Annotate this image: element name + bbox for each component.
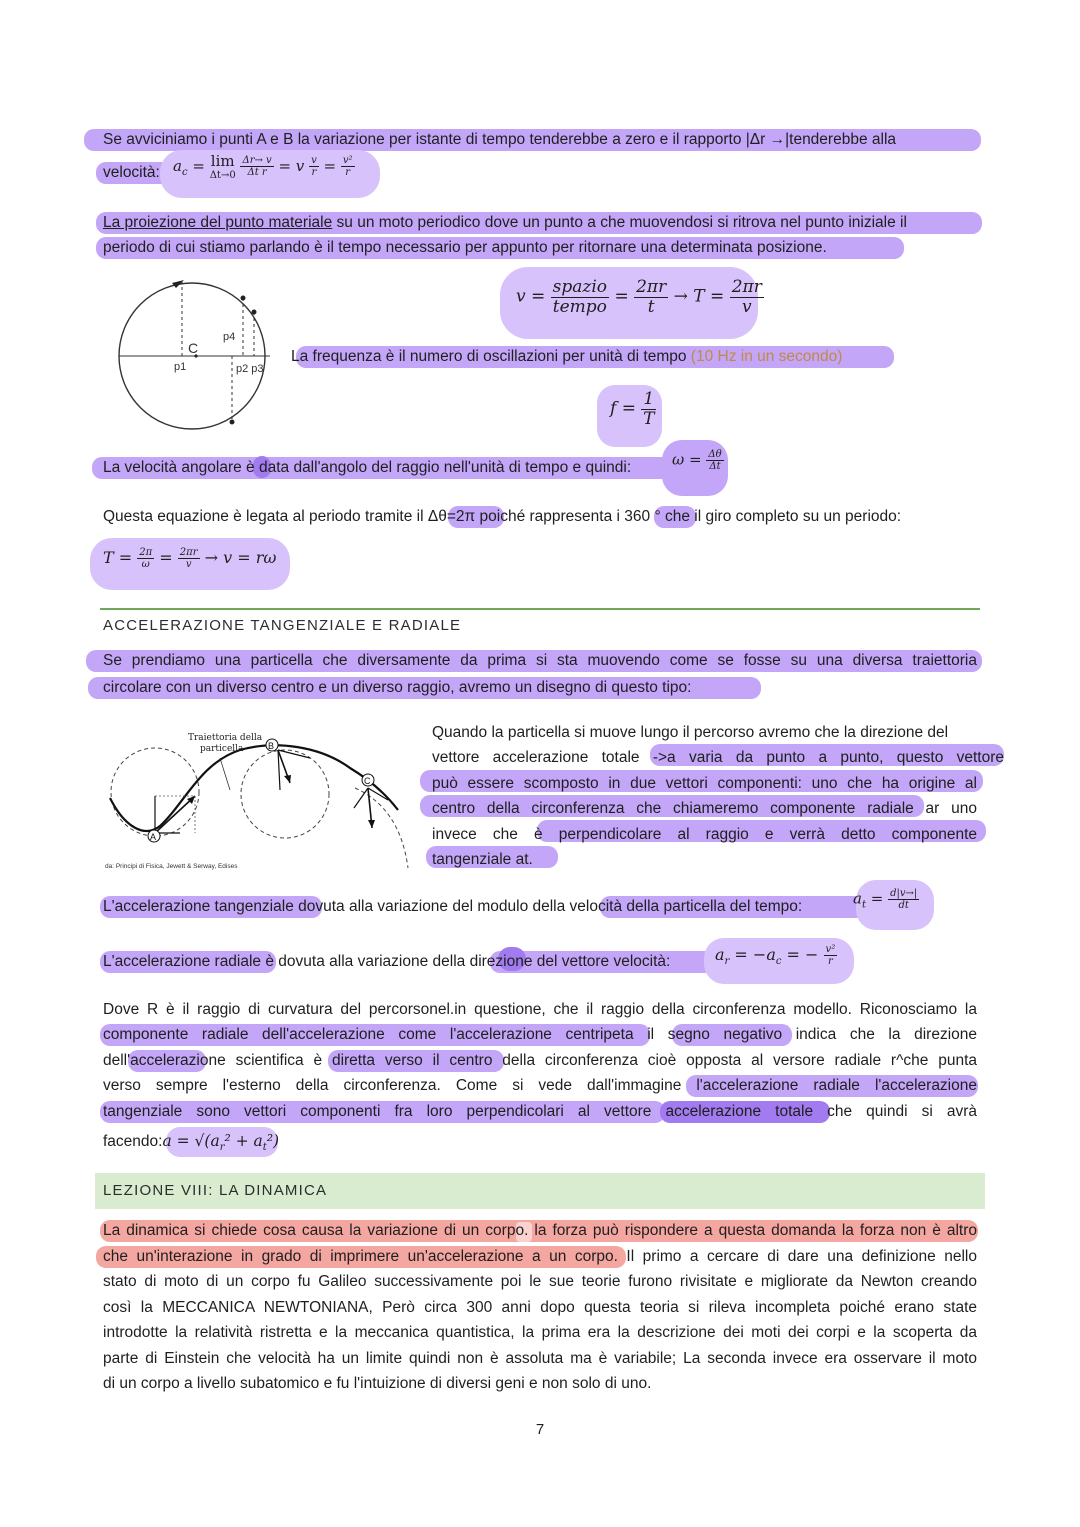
text-line: Quando la particella si muove lungo il percorso avremo che la direzione del (432, 724, 949, 741)
text-span: Dove R è il raggio di curvatura del percorsonel.in questione, che il raggio della circonferenza modello. Riconosciamo la (103, 1001, 977, 1018)
paragraph-line (103, 1298, 977, 1318)
paragraph-line (103, 1247, 977, 1267)
paragraph-line (103, 1272, 977, 1292)
text-span: verso sempre l'esterno della circonferenza. Come si vede dall'immagine l'accelerazione radiale l'accelerazione (103, 1077, 977, 1094)
text-span: poiché rappresenta i (479, 508, 620, 525)
text-span: dell'accelerazione scientifica è diretta verso il centro della circonferenza cioè opposta al versore radiale r^che punta (103, 1052, 977, 1069)
formula-part: = −a (729, 945, 776, 964)
formula-part: = (323, 156, 337, 175)
text-span: Se prendiamo una particella che diversamente da prima si sta muovendo come se fosse su una diversa traiettoria (103, 652, 977, 669)
text-span: stato di moto di un corpo fu Galileo successivamente poi le sue teorie furono rivisitate e migliorate da Newton creando (103, 1273, 977, 1290)
text-line: centro della circonferenza che chiameremo componente radiale ar uno (432, 800, 977, 818)
formula-part: r (311, 167, 317, 179)
trajectory-diagram (100, 718, 415, 873)
text-line: può essere scomposto in due vettori componenti: uno che ha origine al (432, 774, 977, 792)
formula-part: tempo (552, 296, 607, 317)
formula-part: 2πr (636, 277, 667, 297)
text-span: che un'interazione in grado di imprimere un'accelerazione a un corpo. Il primo a cercare di dare una definizione nello (103, 1248, 977, 1265)
paragraph-line (103, 213, 907, 233)
formula-part: r (827, 956, 833, 967)
text-span: parte di Einstein che velocità ha un limite quindi non è assoluta ma è variabile; La seconda invece era osservare il moto (103, 1350, 977, 1367)
figure-credit: da: Principi di Fisica, Jewett & Serway, Edises (105, 863, 238, 870)
page-number: 7 (535, 1421, 545, 1438)
formula-part: ² + a (224, 1132, 263, 1150)
label-c: C (188, 340, 199, 356)
paragraph-line (103, 1076, 977, 1096)
formula-part: T (643, 408, 655, 429)
formula-part: = v (278, 156, 305, 175)
paragraph-line (103, 130, 896, 150)
highlighted-term: Δθ=2π (427, 508, 476, 525)
period-formula: T = $\frac{2\pi}{\omega}$ = $\frac{2\pi r}{v}$ → v = rω (103, 547, 277, 570)
formula-part: v (741, 296, 752, 317)
radial-formula (715, 944, 837, 967)
circle-diagram (110, 270, 285, 440)
formula-part: f = (610, 398, 636, 419)
formula-part: t (647, 296, 655, 317)
formula-part: a (715, 945, 725, 964)
paragraph-line (103, 1131, 279, 1158)
text-span: La dinamica si chiede cosa causa la variazione di un corpo. la forza può rispondere a questa domanda la forza non è altro (103, 1222, 977, 1239)
formula-part: T (693, 286, 705, 307)
paragraph-line (103, 1323, 977, 1343)
speed-formula: v = $\frac{\text{spazio}}{\text{tempo}}$ = $\frac{2\pi r}{t}$ → T = $\frac{2\pi r}{v}$ (516, 277, 762, 317)
paragraph-line (103, 1025, 977, 1045)
label-point-a: A (150, 832, 157, 842)
underlined-text: La proiezione del punto materiale (103, 214, 333, 231)
angular-formula (672, 449, 724, 472)
formula-part: dt (898, 900, 909, 911)
formula-part: → (673, 286, 688, 307)
text-span: componente radiale dell'accelerazione come l'accelerazione centripeta il segno negativo indica che la direzione (103, 1026, 977, 1043)
formula-part: = (870, 889, 884, 908)
lesson-title: LEZIONE VIII: LA DINAMICA (103, 1182, 328, 1199)
text-span: L'accelerazione tangenziale dovuta alla variazione del modulo della velocità della particella del tempo: (103, 898, 803, 915)
formula-part: d|v→| (890, 888, 918, 899)
formula-part: ²) (266, 1132, 280, 1150)
formula-part: v (185, 559, 192, 570)
formula-part: 2πr (179, 547, 198, 558)
formula-part: → v = rω (204, 548, 277, 567)
formula-part: T = (103, 548, 133, 567)
paragraph-line (103, 1374, 651, 1394)
text-span: così la MECCANICA NEWTONIANA, Però circa 300 anni dopo questa teoria si rileva incompleta poiché erano state (103, 1299, 977, 1316)
formula-part: r (724, 956, 730, 968)
formula-part: lim (210, 152, 235, 170)
paragraph-line (103, 1349, 977, 1369)
formula-part: r (345, 167, 351, 179)
paragraph-line (103, 163, 160, 183)
paragraph-line (103, 1221, 977, 1241)
formula-part: Δθ (708, 449, 722, 460)
formula-part: Δt (709, 461, 721, 472)
formula-part: 2πr (731, 277, 762, 297)
magnitude-formula (162, 1132, 280, 1154)
text-span: tangenziale sono vettori componenti fra loro perpendicolari al vettore accelerazione totale che quindi si avrà (103, 1103, 977, 1120)
text-line: tangenziale at. (432, 851, 533, 869)
formula-part: v (311, 155, 317, 167)
formula-part: Δt r (247, 167, 267, 179)
paragraph-block (432, 720, 1004, 872)
text-span: facendo: (103, 1133, 163, 1150)
paragraph-line (103, 952, 670, 972)
text-span: Questa equazione è legata al periodo tramite il (103, 508, 424, 525)
formula-part: c (181, 166, 188, 178)
formula-part: Δr→ v (242, 155, 272, 167)
tangential-formula (853, 888, 919, 911)
paragraph-line (103, 678, 691, 698)
label-trajectory: Traiettoria della (188, 733, 263, 743)
formula-part: t (861, 899, 866, 911)
formula-part: 2π (139, 547, 153, 558)
frequency-note: (10 Hz in un secondo) (690, 348, 843, 365)
paragraph-line (103, 1051, 977, 1071)
label-p4: p4 (223, 331, 236, 343)
section-rule (100, 608, 980, 610)
formula-part: = − (781, 945, 819, 964)
label-point-b: B (268, 741, 275, 751)
formula-part: c (775, 956, 782, 968)
label-p1: p1 (174, 361, 187, 373)
frequency-formula (610, 390, 656, 428)
centripetal-formula: $a_c$ = lim Δt→0 $\frac{\Delta r\to v}{\text{Δt r}}$ = v $\frac{v}{r}$ = $\frac{\text{v²}}{r}$ (173, 152, 353, 181)
formula-part: a = √(a (162, 1132, 220, 1150)
formula-part: Δt→0 (209, 169, 236, 181)
formula-part: a (173, 156, 182, 175)
formula-part: a (853, 889, 862, 908)
paragraph-line (103, 507, 901, 527)
text-span: velocità: (103, 164, 160, 181)
formula-part: ω = (672, 450, 702, 469)
paragraph-line (103, 651, 977, 671)
text-line: invece che è perpendicolare al raggio e verrà detto componente (432, 825, 977, 843)
label-trajectory-2: particella (200, 744, 244, 754)
paragraph-line (103, 897, 802, 917)
label-point-c: C (364, 776, 371, 786)
highlighted-term: 360 ° (624, 508, 661, 525)
text-span: introdotte la relatività ristretta e la meccanica quantistica, la prima era la descrizione dei moti dei corpi e la scoperta da (103, 1324, 977, 1341)
section-title: ACCELERAZIONE TANGENZIALE E RADIALE (103, 617, 462, 634)
paragraph-line (103, 1000, 977, 1020)
text-span: Se avviciniamo i punti A e B la variazione per istante di tempo tenderebbe a zero e il rapporto |Δr →|tenderebbe alla (103, 131, 897, 148)
text-span: circolare con un diverso centro e un diverso raggio, avremo un disegno di questo tipo: (103, 679, 692, 696)
label-p2p3: p2 p3 (236, 363, 264, 375)
text-span: La frequenza è il numero di oscillazioni per unità di tempo (291, 348, 687, 365)
formula-part: r (219, 1142, 225, 1154)
formula-part: t (262, 1142, 267, 1154)
formula-part: v² (825, 944, 836, 955)
text-span: La velocità angolare è data dall'angolo del raggio nell'unità di tempo e quindi: (103, 459, 632, 476)
paragraph-line (103, 458, 631, 478)
formula-part: v (516, 286, 526, 307)
text-span: L'accelerazione radiale è dovuta alla variazione della direzione del vettore velocità: (103, 953, 671, 970)
frequency-line (291, 347, 842, 367)
formula-part: 1 (643, 389, 655, 409)
formula-part: ω (141, 559, 150, 570)
text-line: vettore accelerazione totale ->a varia da punto a punto, questo vettore (432, 749, 1004, 767)
formula-part: v² (342, 155, 353, 167)
text-span: di un corpo a livello subatomico e fu l'intuizione di diversi geni e non solo di uno. (103, 1375, 652, 1392)
formula-part: spazio (552, 277, 608, 297)
text-span: su un moto periodico dove un punto a che muovendosi si ritrova nel punto iniziale il (332, 214, 907, 231)
paragraph-line (103, 1102, 977, 1122)
text-span: periodo di cui stiamo parlando è il tempo necessario per appunto per ritornare una determinata posizione. (103, 239, 827, 256)
text-span: che il giro completo su un periodo: (664, 508, 902, 525)
paragraph-line (103, 238, 827, 258)
